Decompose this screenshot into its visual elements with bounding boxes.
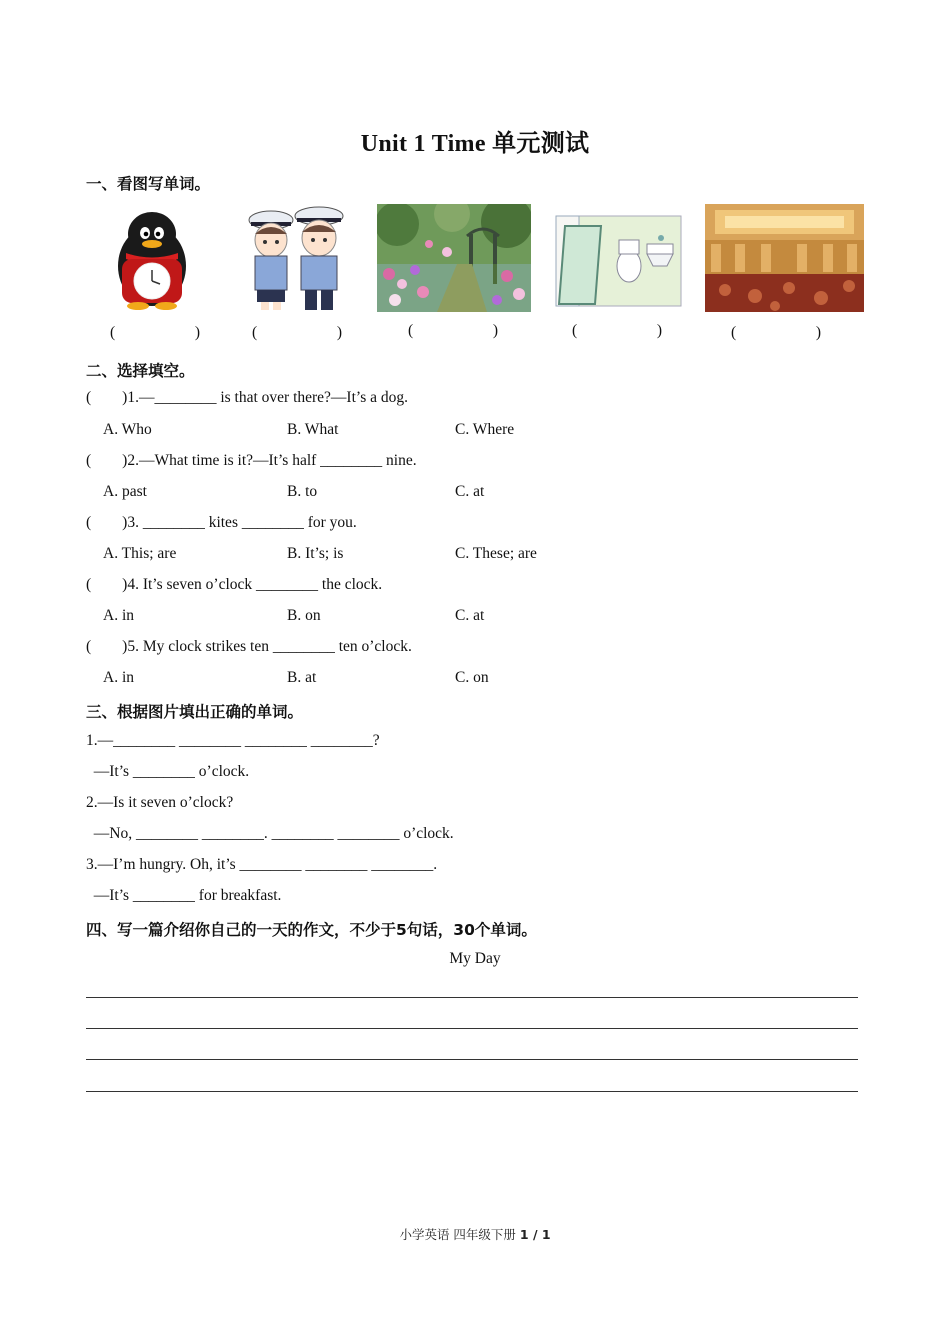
question-stem: ( )3. ________ kites ________ for you. bbox=[86, 514, 357, 531]
option-b: B. to bbox=[287, 483, 318, 500]
option-a: A. in bbox=[103, 607, 134, 624]
fill-line: —No, ________ ________. ________ ________ o’clock. bbox=[86, 825, 454, 842]
writing-line bbox=[86, 1028, 858, 1029]
fill-line: —It’s ________ for breakfast. bbox=[86, 887, 282, 904]
option-b: B. at bbox=[287, 669, 317, 686]
answer-bracket-1: ( ) bbox=[110, 324, 200, 341]
answer-bracket-2: ( ) bbox=[252, 324, 342, 341]
page-number: 1 / 1 bbox=[519, 1227, 551, 1242]
section-3-title: 三、根据图片填出正确的单词。 bbox=[86, 703, 304, 721]
option-a: A. past bbox=[103, 483, 147, 500]
bathroom-image bbox=[555, 204, 682, 312]
option-b: B. on bbox=[287, 607, 321, 624]
section-4-title: 四、写一篇介绍你自己的一天的作文，不少于5句话，30个单词。 bbox=[86, 921, 537, 939]
police-officers-image bbox=[231, 204, 355, 312]
option-a: A. Who bbox=[103, 421, 152, 438]
option-a: A. This; are bbox=[103, 545, 177, 562]
answer-bracket-3: ( ) bbox=[408, 322, 498, 339]
answer-bracket-4: ( ) bbox=[572, 322, 662, 339]
fill-line: 2.—Is it seven o’clock? bbox=[86, 794, 234, 811]
writing-line bbox=[86, 1059, 858, 1060]
question-stem: ( )2.—What time is it?—It’s half ________ nine. bbox=[86, 452, 417, 469]
penguin-clock-image bbox=[108, 204, 196, 312]
option-b: B. What bbox=[287, 421, 339, 438]
garden-image bbox=[377, 204, 531, 312]
section-2-title: 二、选择填空。 bbox=[86, 362, 195, 380]
writing-line bbox=[86, 1091, 858, 1092]
fill-line: 3.—I’m hungry. Oh, it’s ________ ________ ________. bbox=[86, 856, 438, 873]
page-title: Unit 1 Time 单元测试 bbox=[360, 131, 590, 157]
fill-line: —It’s ________ o’clock. bbox=[86, 763, 250, 780]
option-c: C. on bbox=[455, 669, 489, 686]
question-stem: ( )4. It’s seven o’clock ________ the clock. bbox=[86, 576, 383, 593]
question-stem: ( )5. My clock strikes ten ________ ten o’clock. bbox=[86, 638, 412, 655]
question-stem: ( )1.—________ is that over there?—It’s a dog. bbox=[86, 389, 408, 406]
ballroom-image bbox=[705, 204, 864, 312]
option-c: C. These; are bbox=[455, 545, 537, 562]
page-footer bbox=[0, 1225, 950, 1243]
option-b: B. It’s; is bbox=[287, 545, 344, 562]
option-a: A. in bbox=[103, 669, 134, 686]
writing-line bbox=[86, 997, 858, 998]
section-1-title: 一、看图写单词。 bbox=[86, 175, 211, 193]
footer-text: 小学英语 四年级下册 bbox=[399, 1227, 520, 1242]
fill-line: 1.—________ ________ ________ ________? bbox=[86, 732, 380, 749]
answer-bracket-5: ( ) bbox=[731, 324, 821, 341]
option-c: C. Where bbox=[455, 421, 515, 438]
essay-title: My Day bbox=[449, 950, 501, 967]
option-c: C. at bbox=[455, 483, 485, 500]
option-c: C. at bbox=[455, 607, 485, 624]
